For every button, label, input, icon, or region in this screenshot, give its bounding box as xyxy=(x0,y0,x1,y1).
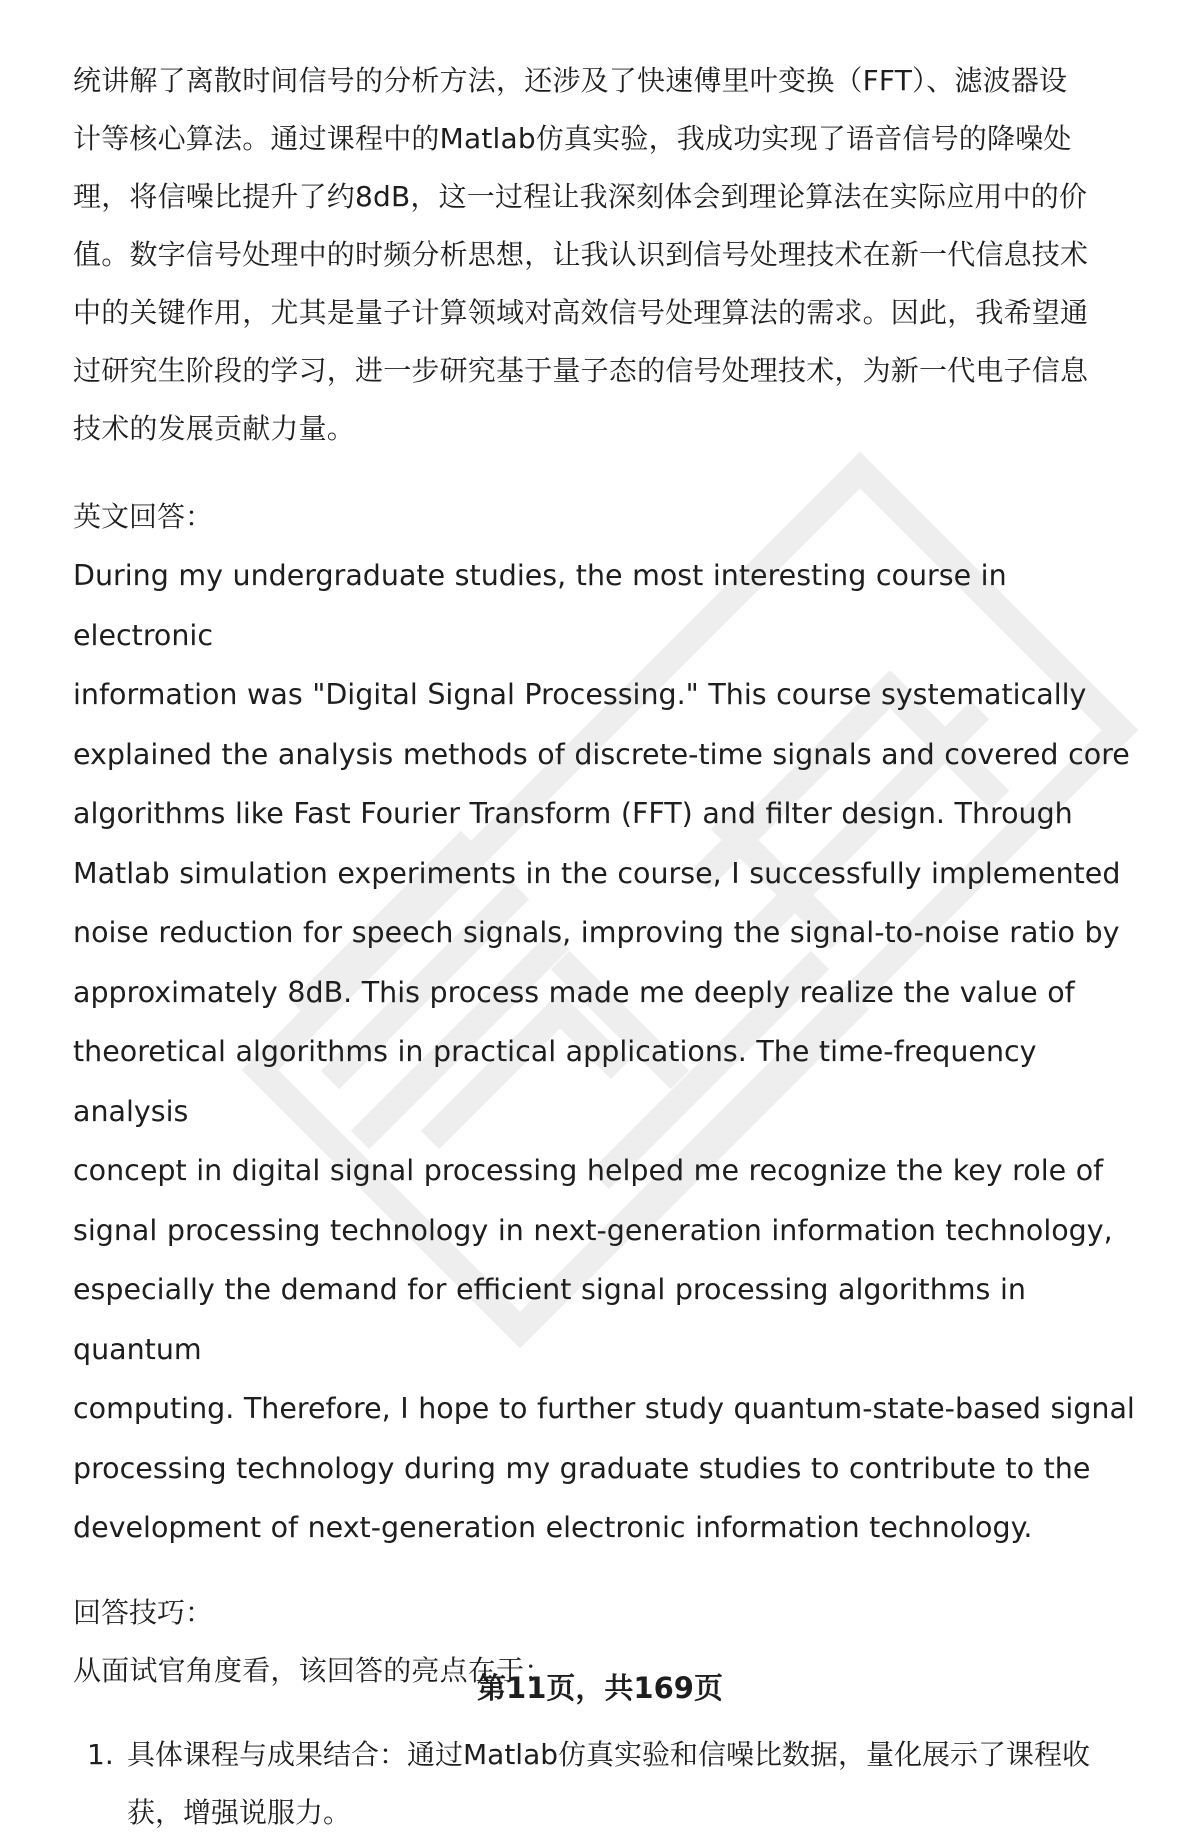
en-line: information was "Digital Signal Processing." This course systematically xyxy=(73,678,1087,711)
en-line: algorithms like Fast Fourier Transform (FFT) and filter design. Through xyxy=(73,797,1073,830)
en-line: concept in digital signal processing helped me recognize the key role of xyxy=(73,1154,1104,1187)
en-line: noise reduction for speech signals, improving the signal-to-noise ratio by xyxy=(73,916,1120,949)
en-line: theoretical algorithms in practical applications. The time-frequency analysis xyxy=(73,1035,1037,1128)
cn-line: 过研究生阶段的学习，进一步研究基于量子态的信号处理技术，为新一代电子信息 xyxy=(73,354,1089,387)
en-line: approximately 8dB. This process made me deeply realize the value of xyxy=(73,975,1075,1009)
en-line: explained the analysis methods of discrete-time signals and covered core xyxy=(73,737,1130,771)
document-page xyxy=(73,52,1153,1842)
english-answer-label: 英文回答： xyxy=(73,500,214,533)
answer-tips-label: 回答技巧： xyxy=(73,1595,214,1629)
list-number: 1. xyxy=(87,1737,114,1771)
en-line: development of next-generation electronic information technology. xyxy=(73,1511,1033,1544)
en-line: signal processing technology in next-generation information technology, xyxy=(73,1213,1113,1247)
cn-line: 计等核心算法。通过课程中的Matlab仿真实验，我成功实现了语音信号的降噪处 xyxy=(73,122,1072,155)
en-line: computing. Therefore, I hope to further study quantum-state-based signal xyxy=(73,1392,1135,1425)
cn-answer-paragraph xyxy=(73,52,1153,458)
cn-line: 中的关键作用，尤其是量子计算领域对高效信号处理算法的需求。因此，我希望通 xyxy=(73,296,1089,329)
en-line: Matlab simulation experiments in the course, I successfully implemented xyxy=(73,856,1121,890)
cn-line: 值。数字信号处理中的时频分析思想，让我认识到信号处理技术在新一代信息技术 xyxy=(73,238,1089,271)
cn-line: 理，将信噪比提升了约8dB，这一过程让我深刻体会到理论算法在实际应用中的价 xyxy=(73,180,1088,213)
en-line: During my undergraduate studies, the most interesting course in electronic xyxy=(73,559,1007,652)
list-item xyxy=(73,1726,1153,1842)
en-line: especially the demand for efficient signal processing algorithms in quantum xyxy=(73,1273,1026,1366)
page-number-footer: 第11页，共169页 xyxy=(477,1671,723,1705)
tips-intro: 从面试官角度看，该回答的亮点在于： xyxy=(73,1653,553,1687)
cn-line: 技术的发展贡献力量。 xyxy=(73,412,356,445)
en-answer-paragraph xyxy=(73,546,1153,1558)
cn-line: 统讲解了离散时间信号的分析方法，还涉及了快速傅里叶变换（FFT）、滤波器设 xyxy=(73,64,1068,97)
list-item-line: 具体课程与成果结合：通过Matlab仿真实验和信噪比数据，量化展示了课程收 xyxy=(127,1737,1091,1771)
en-line: processing technology during my graduate studies to contribute to the xyxy=(73,1451,1091,1485)
tips-list xyxy=(73,1726,1153,1842)
list-item-line: 获，增强说服力。 xyxy=(127,1795,352,1829)
